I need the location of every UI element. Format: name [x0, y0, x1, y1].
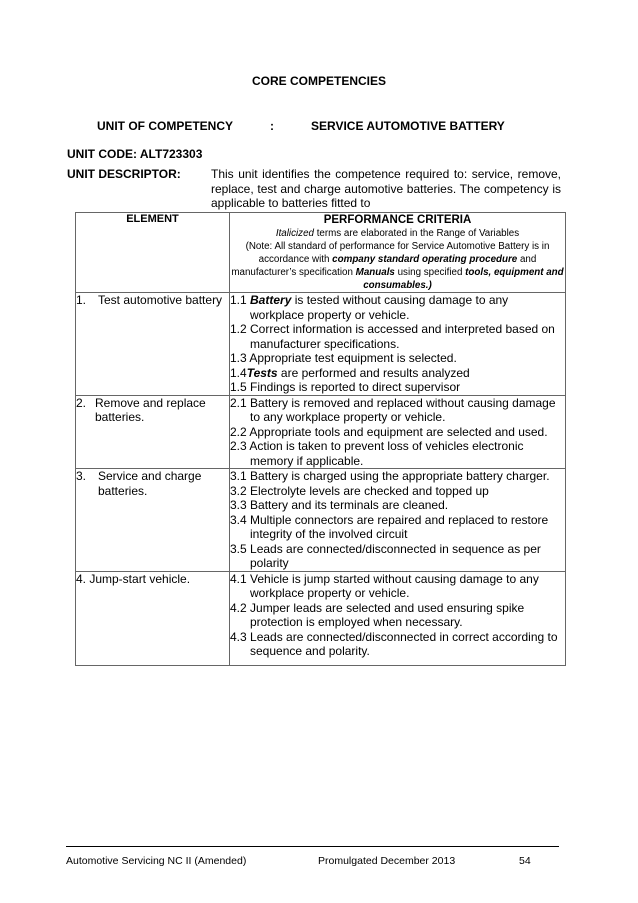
criterion: 2.1 Battery is removed and replaced without causing damage to any workplace property or vehicle.	[230, 395, 556, 424]
table-row	[76, 571, 566, 665]
criterion: 2.3 Action is taken to prevent loss of vehicles electronic memory if applicable.	[230, 439, 524, 468]
criterion: 2.2 Appropriate tools and equipment are selected and used.	[230, 424, 548, 439]
criterion-text: is tested without causing damage to any workplace property or vehicle.	[250, 293, 509, 322]
unit-of-competency-label: UNIT OF COMPETENCY	[97, 119, 234, 133]
table-row	[76, 469, 566, 572]
footer-divider	[66, 846, 559, 847]
footer-left: Automotive Servicing NC II (Amended)	[66, 855, 247, 867]
element-number: 1.	[76, 293, 87, 307]
unit-of-competency-value: SERVICE AUTOMOTIVE BATTERY	[311, 119, 505, 133]
criteria-cell	[230, 571, 566, 665]
element-cell	[76, 469, 230, 572]
criterion: 1.3 Appropriate test equipment is selected.	[230, 351, 457, 365]
element-number: 2.	[76, 395, 87, 410]
element-cell	[76, 571, 230, 665]
table-header-row	[76, 213, 566, 293]
unit-of-competency-colon: :	[270, 119, 274, 133]
criteria-cell	[230, 293, 566, 396]
table-row	[76, 395, 566, 469]
criterion-term: Battery	[250, 293, 292, 307]
criterion	[230, 293, 565, 322]
element-number: 3.	[76, 469, 87, 483]
criterion: 3.2 Electrolyte levels are checked and topped up	[230, 483, 489, 498]
criterion-num: 1.4	[230, 365, 247, 380]
criterion: 4.3 Leads are connected/disconnected in correct according to sequence and polarity.	[230, 629, 558, 658]
criterion: 4.1 Vehicle is jump started without causing damage to any workplace property or vehicle.	[230, 571, 539, 600]
element-text: Service and charge batteries.	[98, 469, 202, 498]
criterion-text: are performed and results analyzed	[277, 365, 470, 380]
page-title: CORE COMPETENCIES	[251, 74, 386, 88]
unit-code: UNIT CODE: ALT723303	[67, 147, 203, 161]
criterion: 3.4 Multiple connectors are repaired and replaced to restore integrity of the involved circuit	[230, 512, 549, 541]
criteria-cell	[230, 469, 566, 572]
footer-page-number: 54	[519, 855, 531, 867]
criterion: 3.5 Leads are connected/disconnected in sequence as per polarity	[230, 541, 541, 570]
table-row	[76, 293, 566, 396]
criterion-num: 1.1	[230, 293, 251, 307]
unit-descriptor-text: This unit identifies the competence required to: service, remove, replace, test and charge automotive batteries. The competency is applicable to batteries fitted to	[211, 167, 561, 210]
pc-note-bold-1: company standard operating procedure	[332, 254, 518, 265]
criterion: 1.2 Correct information is accessed and interpreted based on manufacturer specifications.	[230, 322, 555, 351]
criterion-term: Tests	[246, 365, 278, 380]
pc-note-3: and manufacturer’s specification	[231, 254, 537, 278]
competency-table	[75, 212, 566, 666]
pc-note	[230, 227, 565, 292]
criterion: 4.2 Jumper leads are selected and used ensuring spike protection is employed when necessary.	[230, 600, 525, 629]
element-text: Test automotive battery	[98, 293, 223, 307]
unit-descriptor-label: UNIT DESCRIPTOR:	[67, 167, 181, 181]
performance-criteria-header	[230, 213, 566, 293]
pc-note-1: terms are elaborated in the Range of Variables	[313, 228, 520, 239]
footer-center: Promulgated December 2013	[318, 855, 456, 867]
element-header: ELEMENT	[76, 213, 230, 293]
criterion: 1.5 Findings is reported to direct supervisor	[230, 380, 461, 394]
element-text: 4. Jump-start vehicle.	[76, 571, 191, 586]
criterion	[230, 366, 565, 381]
pc-note-bold-3: tools, equipment and consumables.)	[363, 267, 564, 291]
element-cell	[76, 293, 230, 396]
pc-title: PERFORMANCE CRITERIA	[323, 214, 472, 226]
criterion: 3.1 Battery is charged using the appropriate battery charger.	[230, 469, 550, 483]
criteria-cell	[230, 395, 566, 469]
element-text: Remove and replace batteries.	[95, 395, 206, 424]
pc-note-bold-2: Manuals	[355, 267, 395, 278]
criterion: 3.3 Battery and its terminals are cleaned.	[230, 498, 449, 512]
element-cell	[76, 395, 230, 469]
pc-note-italic: Italicized	[275, 228, 314, 239]
pc-note-4: using specified	[394, 267, 466, 278]
pc-note-2: (Note: All standard of performance for Service Automotive Battery is in accordance with	[245, 241, 550, 265]
